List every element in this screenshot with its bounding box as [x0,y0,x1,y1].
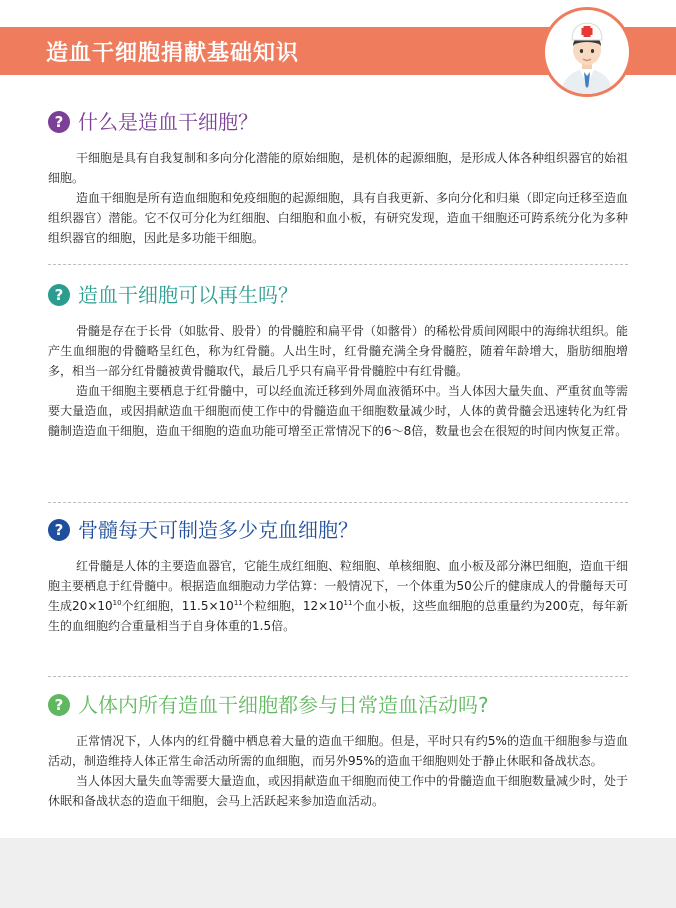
question-icon: ? [48,519,70,541]
section-body [48,148,628,248]
dashed-divider [48,676,628,677]
section-heading [48,691,628,721]
section-title: 造血干细胞可以再生吗？ [78,283,298,307]
section-body [48,321,628,441]
paragraph: 造血干细胞主要栖息于红骨髓中，可以经血流迁移到外周血液循环中。当人体因大量失血、严重贫血等需要大量造血，或因捐献造血干细胞而使工作中的骨髓造血干细胞数量减少时，人体的黄骨髓会迅速转化为红骨髓制造造血干细胞，造血干细胞的造血功能可增至正常情况下的6～8倍，数量也会在很短的时间内恢复正常。 [48,384,629,438]
section-can-hsc-regenerate [48,281,628,441]
section-heading [48,281,628,311]
section-daily-blood-production [48,516,628,636]
paragraph: 造血干细胞是所有造血细胞和免疫细胞的起源细胞，具有自我更新、多向分化和归巢（即定向迁移至造血组织器官）潜能。它不仅可分化为红细胞、白细胞和血小板，有研究发现，造血干细胞还可跨系统分化为多种组织器官的细胞，因此是多功能干细胞。 [48,191,629,245]
dashed-divider [48,264,628,265]
paragraph: 骨髓是存在于长骨（如肱骨、股骨）的骨髓腔和扁平骨（如髂骨）的稀松骨质间网眼中的海绵状组织。能产生血细胞的骨髓略呈红色，称为红骨髓。人出生时，红骨髓充满全身骨髓腔，随着年龄增大，脂肪细胞增多，相当一部分红骨髓被黄骨髓取代，最后几乎只有扁平骨骨髓腔中有红骨髓。 [48,324,629,378]
paragraph: 当人体因大量失血等需要大量造血，或因捐献造血干细胞而使工作中的骨髓造血干细胞数量减少时，处于休眠和备战状态的造血干细胞，会马上活跃起来参加造血活动。 [48,774,629,808]
question-icon: ? [48,694,70,716]
section-what-is-hsc [48,108,628,248]
paragraph: 干细胞是具有自我复制和多向分化潜能的原始细胞，是机体的起源细胞，是形成人体各种组织器官的始祖细胞。 [48,151,629,185]
section-body [48,731,628,811]
section-body [48,556,628,636]
question-icon: ? [48,111,70,133]
section-title: 人体内所有造血干细胞都参与日常造血活动吗? [78,693,489,717]
section-title: 骨髓每天可制造多少克血细胞？ [78,518,358,542]
paragraph: 红骨髓是人体的主要造血器官，它能生成红细胞、粒细胞、单核细胞、血小板及部分淋巴细胞，造血干细胞主要栖息于红骨髓中。根据造血细胞动力学估算：一般情况下，一个体重为50公斤的健康成人的骨髓每天可生成$20\times 10^{10}$个红细胞，$11.5\times 10^{11}$个粒细胞，$12\times 10^{11}$个血小板，这些血细胞的总重量约为200克，每年新生的血细胞约合重量相当于自身体重的1.5倍。 [48,559,629,633]
paragraph: 正常情况下，人体内的红骨髓中栖息着大量的造血干细胞。但是，平时只有约5%的造血干细胞参与造血活动，制造维持人体正常生命活动所需的血细胞，而另外95%的造血干细胞则处于静止休眠和备战状态。 [48,734,628,768]
section-heading [48,516,628,546]
section-heading [48,108,628,138]
question-icon: ? [48,284,70,306]
doctor-avatar-graphic [545,10,629,94]
doctor-icon [542,7,632,97]
dashed-divider [48,502,628,503]
section-title: 什么是造血干细胞？ [78,110,258,134]
section-all-hsc-participate [48,691,628,811]
page-title: 造血干细胞捐献基础知识 [46,41,300,66]
